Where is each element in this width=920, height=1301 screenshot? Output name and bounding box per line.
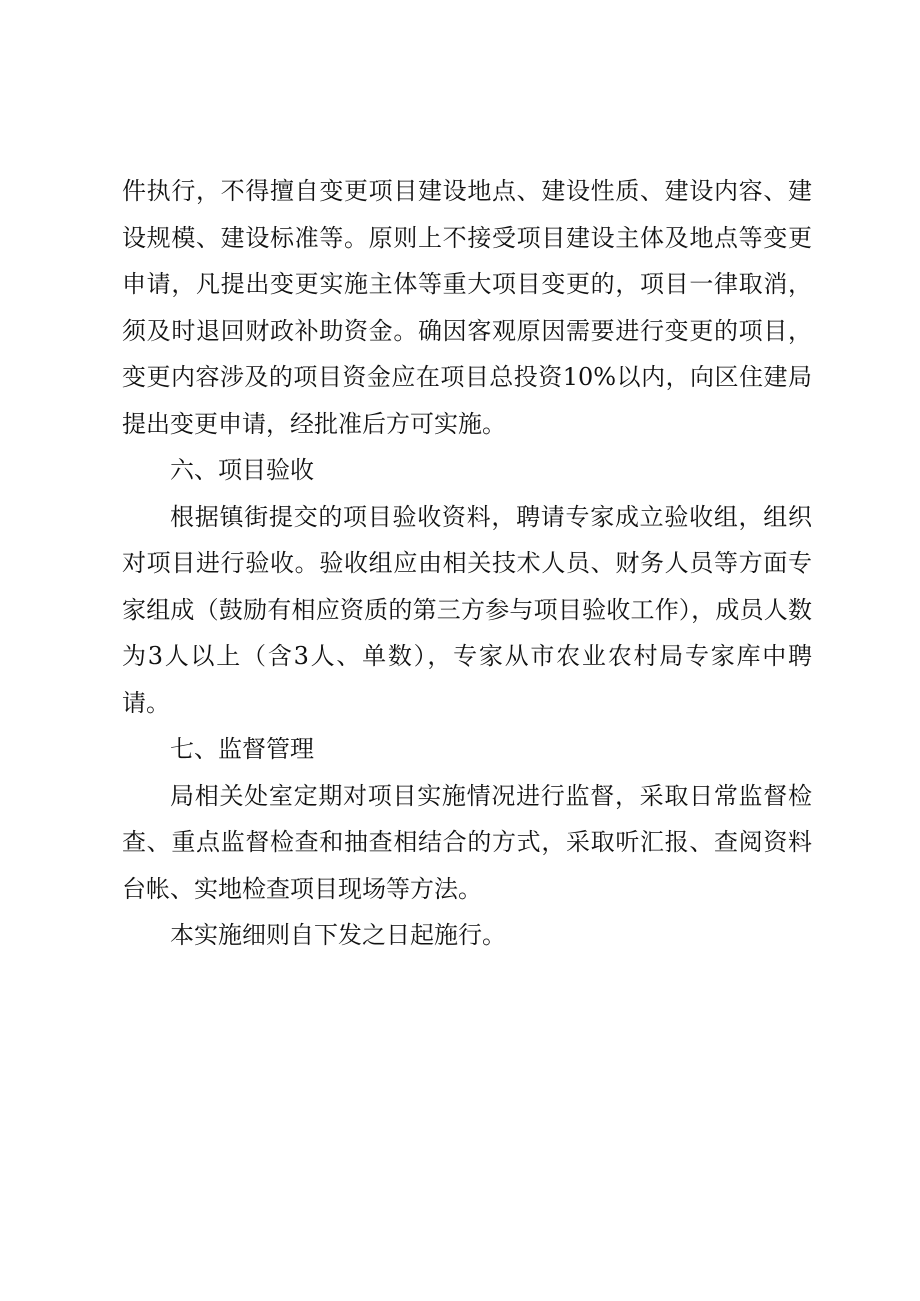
paragraph-supervision: 局相关处室定期对项目实施情况进行监督，采取日常监督检查、重点监督检查和抽查相结合的方式，采取听汇报、查阅资料台帐、实地检查项目现场等方法。	[122, 781, 812, 903]
paragraph-effective-date: 本实施细则自下发之日起施行。	[170, 921, 506, 949]
document-body	[122, 168, 812, 959]
paragraph-project-changes: 件执行，不得擅自变更项目建设地点、建设性质、建设内容、建设规模、建设标准等。原则上不接受项目建设主体及地点等变更申请，凡提出变更实施主体等重大项目变更的，项目一律取消，须及时退回财政补助资金。确因客观原因需要进行变更的项目，变更内容涉及的项目资金应在项目总投资10%以内，向区住建局提出变更申请，经批准后方可实施。	[122, 177, 812, 438]
section-heading-supervision: 七、监督管理	[170, 735, 314, 763]
section-heading-acceptance: 六、项目验收	[170, 456, 314, 484]
paragraph-acceptance: 根据镇街提交的项目验收资料，聘请专家成立验收组，组织对项目进行验收。验收组应由相关技术人员、财务人员等方面专家组成（鼓励有相应资质的第三方参与项目验收工作），成员人数为3人以上（含3人、单数），专家从市农业农村局专家库中聘请。	[122, 502, 812, 717]
